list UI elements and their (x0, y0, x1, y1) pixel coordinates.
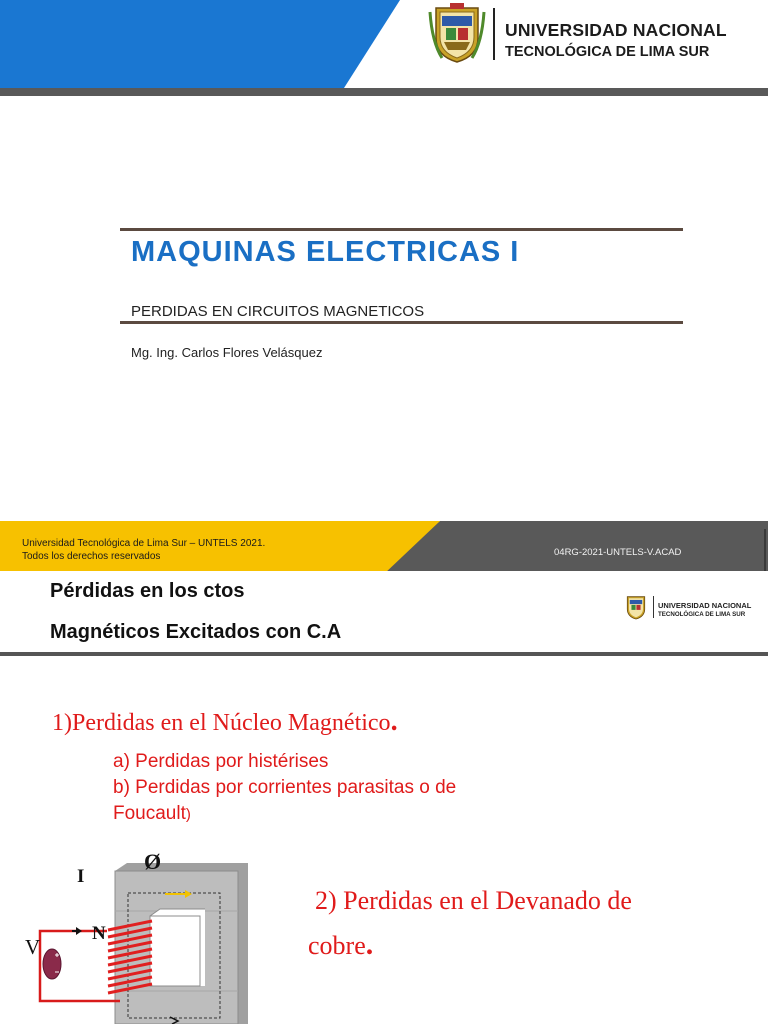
slide-footer (0, 521, 768, 571)
footer-rights: Todos los derechos reservados (22, 551, 161, 562)
slide-subtitle: PERDIDAS EN CIRCUITOS MAGNETICOS (131, 303, 425, 320)
footer-copyright: Universidad Tecnológica de Lima Sur – UNTELS 2021. (22, 538, 266, 549)
sub-item-foucault-text: Foucault (113, 803, 186, 824)
footer-gray-band (382, 521, 768, 571)
voltage-label: V (25, 935, 41, 959)
loss-item-core-text: 1)Perdidas en el Núcleo Magnético (52, 710, 391, 736)
loss-item-core (52, 706, 398, 738)
sub-item-eddy-currents: b) Perdidas por corrientes parasitas o de (113, 777, 457, 798)
loss-item-copper-period: . (365, 928, 374, 961)
heading-divider-bar (0, 652, 768, 656)
loss-item-core-period: . (390, 706, 398, 737)
title-top-rule (120, 228, 683, 231)
loss-item-copper-text: cobre (308, 931, 366, 960)
title-bottom-rule (120, 321, 683, 324)
header-divider-bar (0, 88, 768, 96)
university-crest-icon (624, 594, 648, 620)
logo-divider (493, 8, 495, 60)
sub-item-foucault (113, 803, 191, 825)
university-name-line2: TECNOLÓGICA DE LIMA SUR (505, 44, 710, 60)
university-name-line1: UNIVERSIDAD NACIONAL (505, 20, 727, 40)
university-name-line1: UNIVERSIDAD NACIONAL (658, 601, 752, 610)
flux-label: Ø (144, 849, 162, 874)
university-name-line2: TECNOLÓGICA DE LIMA SUR (658, 611, 746, 618)
turns-label: N (92, 923, 106, 944)
sub-item-hysteresis: a) Perdidas por histérises (113, 751, 329, 772)
slide-heading-line2: Magnéticos Excitados con C.A (50, 621, 342, 643)
current-label: I (77, 866, 85, 887)
header-blue-band (0, 0, 400, 88)
slide-title: MAQUINAS ELECTRICAS I (131, 236, 520, 268)
magnetic-core-diagram (0, 851, 260, 1024)
footer-document-code: 04RG-2021-UNTELS-V.ACAD (554, 547, 682, 558)
loss-item-copper-line1: 2) Perdidas en el Devanado de (315, 886, 632, 915)
logo-divider (653, 596, 654, 618)
slide-header (0, 0, 768, 95)
sub-item-foucault-paren: ) (185, 806, 191, 823)
footer-edge-mark (764, 529, 766, 571)
slide-heading-line1: Pérdidas en los ctos (50, 580, 245, 602)
author-name: Mg. Ing. Carlos Flores Velásquez (131, 345, 323, 360)
content-slide (0, 576, 768, 1024)
university-crest-icon (428, 2, 486, 64)
loss-item-copper-line2 (308, 928, 373, 962)
